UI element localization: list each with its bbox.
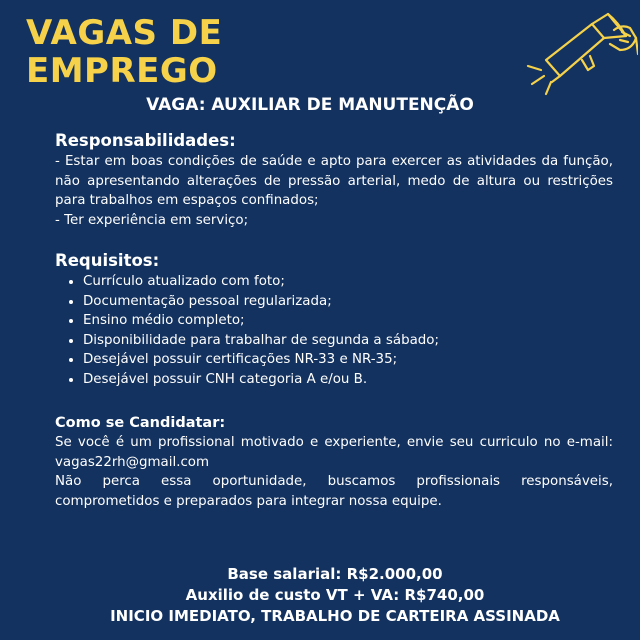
title-line-1: VAGAS DE [26,13,223,53]
list-item: • Desejável possuir certificações NR-33 e NR-35; [83,350,613,370]
requirements-heading: Requisitos: [55,251,160,270]
responsibility-item: - Ter experiência em serviço; [55,212,249,228]
footer [0,564,640,627]
page-title [26,14,222,90]
apply-paragraph: Não perca essa oportunidade, buscamos profissionais responsáveis, comprometidos e preparados para integrar nossa equipe. [55,474,613,509]
apply-heading: Como se Candidatar: [55,415,226,431]
job-details [55,130,613,511]
list-item: • Desejável possuir CNH categoria A e/ou B. [83,370,613,390]
vacancy-title: VAGA: AUXILIAR DE MANUTENÇÃO [146,95,474,115]
responsibility-item: - Estar em boas condições de saúde e apto para exercer as atividades da função, não apresentando alterações de pressão arterial, medo de altura ou restrições para trabalhos em espaços confinados; [55,154,613,208]
megaphone-icon [522,10,638,102]
start-note: INICIO IMEDIATO, TRABALHO DE CARTEIRA ASSINADA [110,607,560,625]
responsibilities-heading: Responsabilidades: [55,131,236,150]
apply-paragraph: Se você é um profissional motivado e experiente, envie seu curriculo no e-mail: vagas22rh@gmail.com [55,435,613,470]
title-line-2: EMPREGO [26,51,218,91]
salary-text: Base salarial: R$2.000,00 [227,565,443,583]
list-item: • Documentação pessoal regularizada; [83,292,613,312]
list-item: • Ensino médio completo; [83,311,613,331]
list-item: • Disponibilidade para trabalhar de segunda a sábado; [83,331,613,351]
requirements-list [55,272,613,389]
list-item: • Currículo atualizado com foto; [83,272,613,292]
allowance-text: Auxilio de custo VT + VA: R$740,00 [185,586,485,604]
